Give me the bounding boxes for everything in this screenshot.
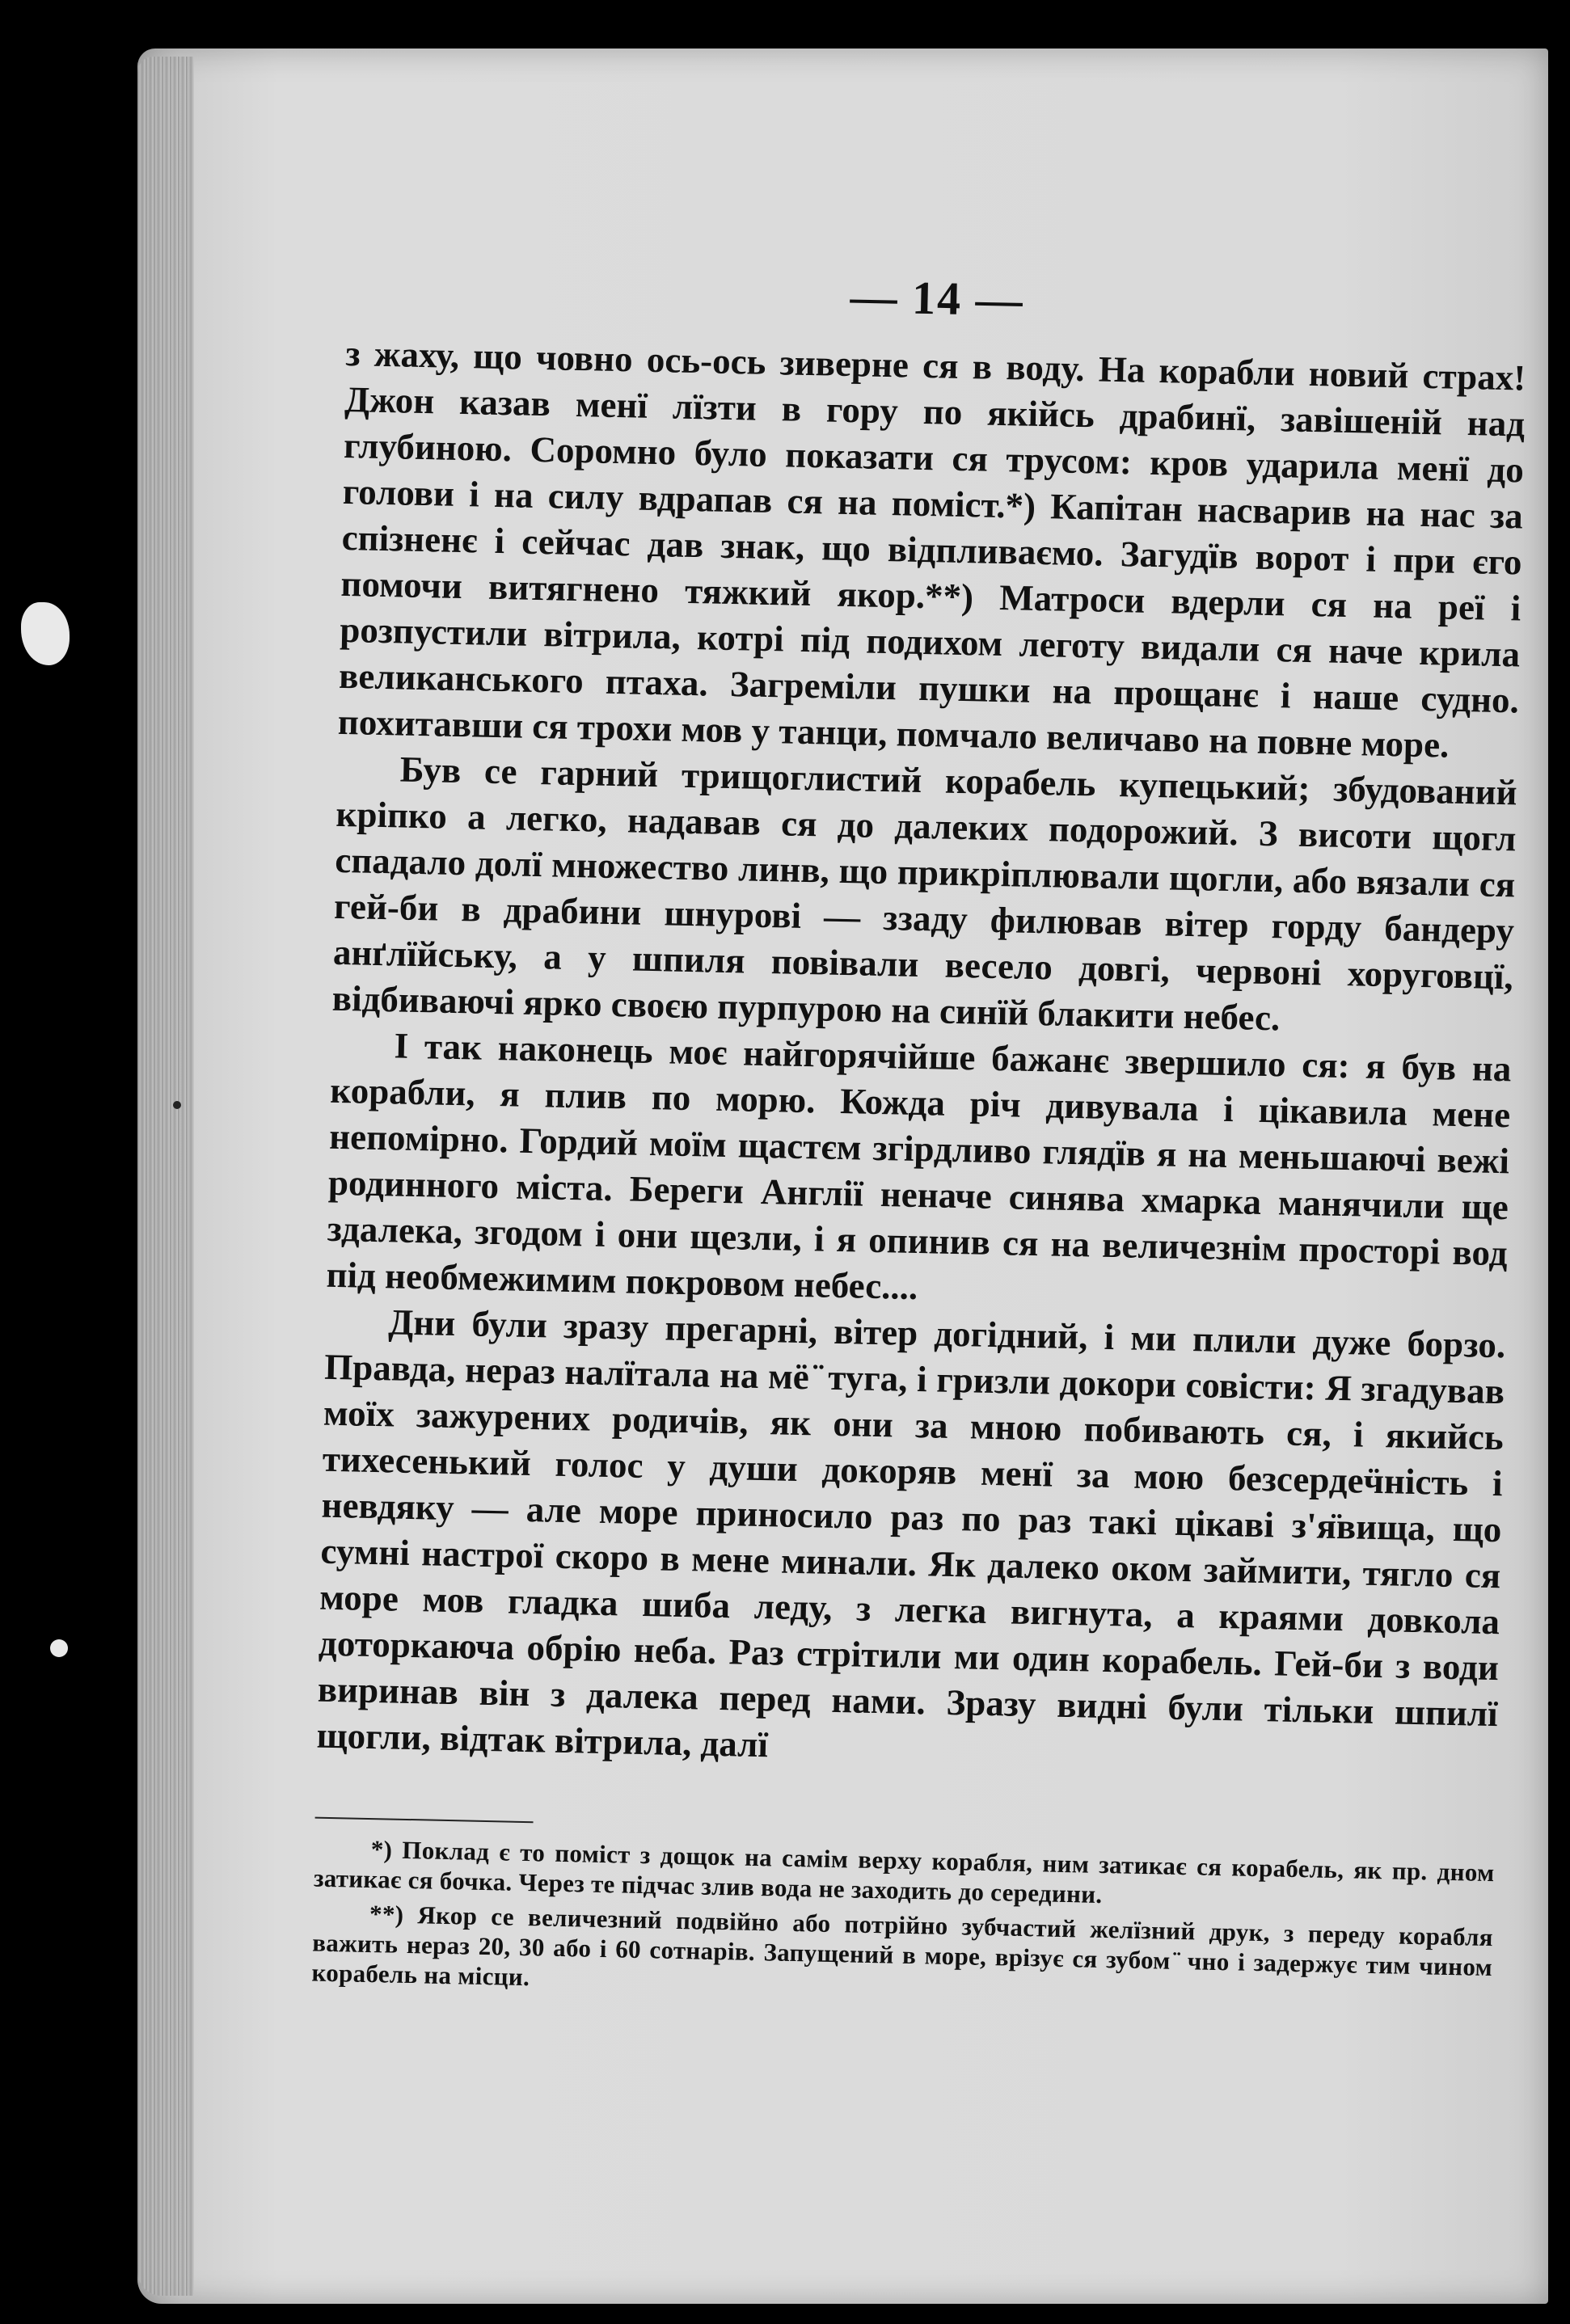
dust-speck bbox=[21, 602, 70, 665]
paragraph-3: І так наконець моє найгорячійше бажанє звершило ся: я був на корабли, я плив по морю. Кожда річ дивувала і цікавила мене непомірно. Гордий моїм щастєм згірдливо глядїв я на меньшаючі вежі родинного міста. Береги Англії неначе синява хмарка манячили ще здалека, згодом і они щезли, і я опинив ся на величезнім просторі вод під необмежимим покровом небес.... bbox=[326, 1025, 1512, 1308]
footnote-divider bbox=[315, 1817, 534, 1824]
footnote-1: *) Поклад є то поміст з дощок на самім верху корабля, ним затикає ся корабель, як пр. дном затикає ся бочка. Через те підчас злив вода не заходить до середини. bbox=[313, 1835, 1495, 1909]
paragraph-4: Дни були зразу прегарні, вітер догідний, і ми плили дуже борзо. Правда, нераз налїтала на мё ̈ туга, і гризли докори совісти: Я згадував моїх зажурених родичів, як они за мною побивають ся, і якийсь тихесенький голос у души докоряв менї за мою безсердеӵність і невдяку — але море приносило раз по раз такі цікаві з'я̈вища, що сумні настрої скоро в мене минали. Як далеко оком займити, тягло ся море мов гладка шиба леду, з легка вигнута, а краями довкола доторкаюча обрію неба. Раз стрітили ми один корабель. Гей-би з води виринав він з далека перед нами. Зразу видні були тільки шпилї щогли, відтак вітрила, далї bbox=[316, 1301, 1506, 1765]
page-content bbox=[311, 259, 1528, 2017]
paragraph-1: з жаху, що човно ось-ось зиверне ся в воду. На корабли новий страх! Джон казав менї лїзти в гору по якійсь драбинї, завішеній над глубиною. Соромно було показати ся трусом: кров ударила менї до голови і на силу вдрапав ся на поміст.*) Капітан насварив на нас за спізненє і сейчас дав знак, що відпливаємо. Загудїв ворот і при єго помочи витягнено тяжкий якор.**) Матроси вдерли ся на реї і розпустили вітрила, котрі під подихом леготу видали ся наче крила великанського птаха. Загреміли пушки на прощанє і наше судно. похитавши ся трохи мов у танци, помчало величаво на повне море. bbox=[337, 332, 1526, 766]
page-stack-edge bbox=[137, 57, 194, 2296]
paragraph-2: Був се гарний трищоглистий корабель купецький; збудований кріпко а легко, надавав ся до далеких подорожий. З висоти щогл спадало долї множество линв, що прикріплювали щогли, або вязали ся гей-би в драбини шнурові — ззаду филював вітер горду бандеру анґлїйську, а у шпиля повівали весело довгі, червоні хоруговцї, відбиваючі ярко своєю пурпурою на синїй блакити небес. bbox=[331, 749, 1518, 1039]
dust-speck bbox=[173, 1101, 181, 1109]
dust-speck bbox=[50, 1639, 68, 1657]
footnote-2: **) Якор се величезний подвійно або потрійно зубчастий желїзний друк, з переду корабля важить нераз 20, 30 або і 60 сотнарів. Запущений в море, врізує ся зубом ̈ чно і задержує тим чином корабель на місци. bbox=[311, 1900, 1494, 1992]
page-number: — 14 — bbox=[849, 270, 1025, 327]
